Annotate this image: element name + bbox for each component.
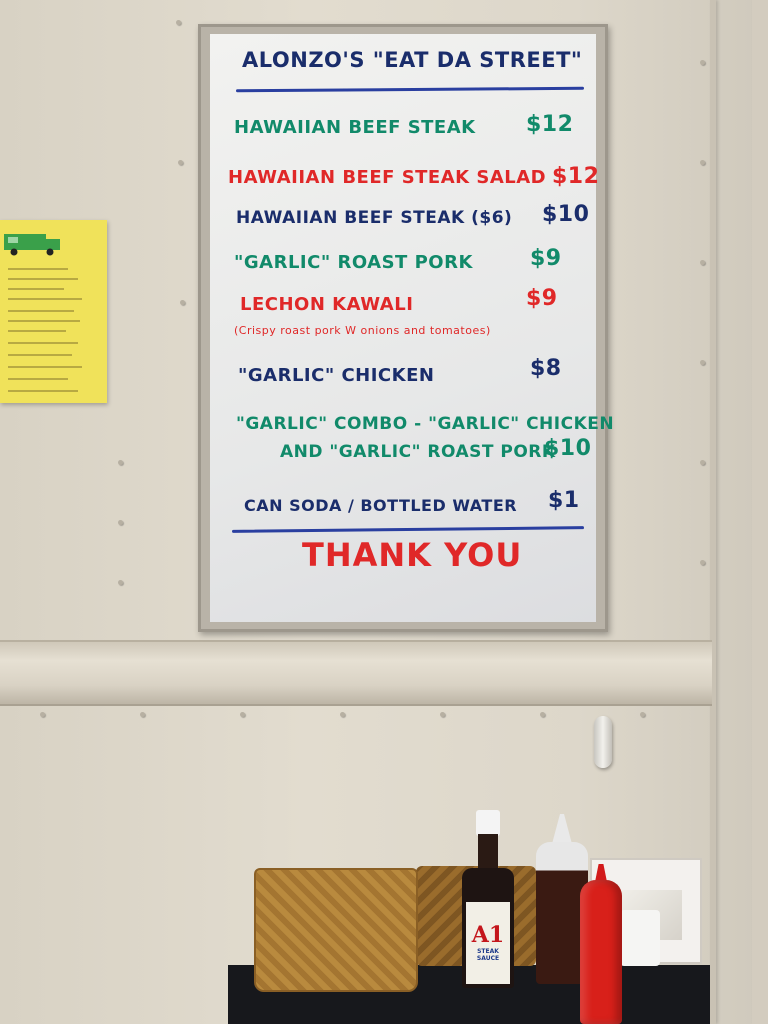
sauce-type: STEAK SAUCE [476, 948, 500, 962]
menu-item-price: $9 [526, 286, 558, 311]
menu-item-name: CAN SODA / BOTTLED WATER [244, 496, 518, 515]
menu-footer: THANK YOU [302, 536, 523, 574]
paper-cup [620, 910, 660, 966]
wall-edge [752, 0, 768, 1024]
menu-item-name: HAWAIIAN BEEF STEAK ($6) [236, 208, 513, 228]
menu-item-name: "GARLIC" COMBO - "GARLIC" CHICKEN [236, 414, 615, 434]
ketchup-bottle-body [580, 880, 622, 1024]
menu-item-price: $10 [542, 202, 590, 227]
menu-item-name: HAWAIIAN BEEF STEAK SALAD [228, 167, 547, 188]
menu-item-price: $9 [530, 246, 562, 271]
ketchup-bottle [580, 864, 622, 1024]
menu-item-name: "GARLIC" ROAST PORK [234, 252, 473, 273]
menu-item-price: $10 [544, 436, 592, 461]
sauce-brand: A1 [471, 922, 505, 948]
horizontal-rail [0, 640, 712, 706]
menu-title: ALONZO'S "EAT DA STREET" [242, 48, 583, 72]
menu-item-price: $8 [530, 356, 562, 381]
steak-sauce-bottle [462, 810, 514, 988]
wall-hook [594, 716, 612, 768]
menu-item-name: LECHON KAWALI [240, 294, 414, 315]
menu-item-price: $12 [552, 164, 600, 189]
menu-item-price: $1 [548, 488, 580, 513]
condiment-basket [254, 868, 418, 992]
menu-item-name: "GARLIC" CHICKEN [238, 365, 435, 386]
menu-item-name-line2: AND "GARLIC" ROAST PORK [280, 442, 556, 462]
menu-item-price: $12 [526, 112, 574, 137]
menu-item-note: (Crispy roast pork W onions and tomatoes) [234, 324, 491, 337]
wall-seam-right [710, 0, 716, 1024]
bottle-label [466, 902, 510, 984]
food-truck-icon [2, 230, 62, 256]
squeeze-bottle-tip [552, 814, 572, 844]
yellow-flyer [0, 220, 107, 403]
bottle-cap [476, 810, 500, 836]
menu-item-name: HAWAIIAN BEEF STEAK [234, 117, 476, 138]
